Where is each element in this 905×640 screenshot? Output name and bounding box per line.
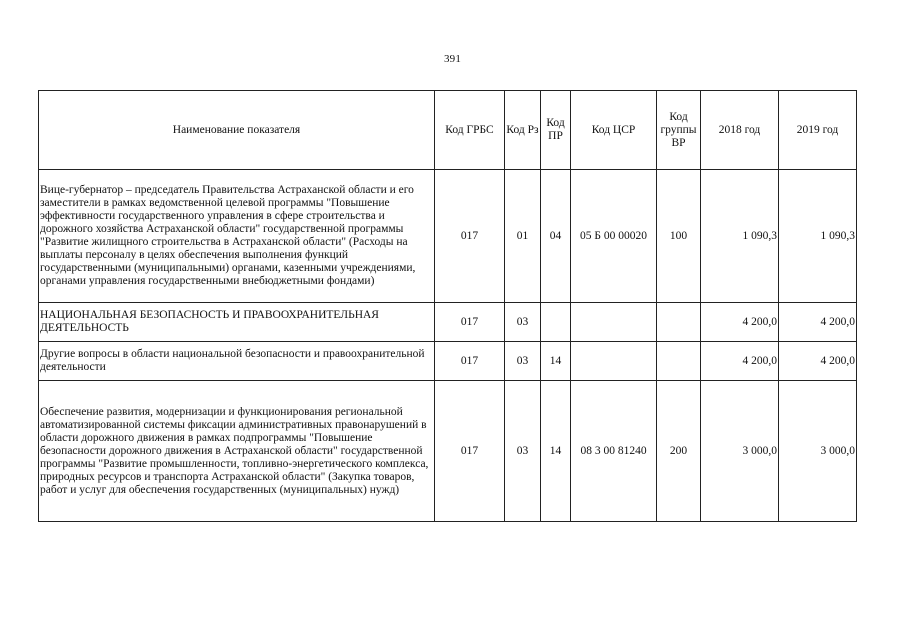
header-rz: Код Рз xyxy=(505,91,541,170)
row-rz: 03 xyxy=(505,342,541,381)
header-name: Наименование показателя xyxy=(39,91,435,170)
header-grbs: Код ГРБС xyxy=(435,91,505,170)
header-vr: Код группы ВР xyxy=(657,91,701,170)
header-2018: 2018 год xyxy=(701,91,779,170)
row-name: НАЦИОНАЛЬНАЯ БЕЗОПАСНОСТЬ И ПРАВООХРАНИТЕЛЬНАЯ ДЕЯТЕЛЬНОСТЬ xyxy=(39,303,435,342)
budget-table xyxy=(38,90,857,522)
row-name: Вице-губернатор – председатель Правительства Астраханской области и его заместители в рамках ведомственной целевой программы "Повышение эффективности государственного управления в сфере строительства и дорожного хозяйства Астраханской области" государственной программы "Развитие жилищного строительства в Астраханской области" (Расходы на выплаты персоналу в целях обеспечения выполнения функций государственными (муниципальными) органами, казенными учреждениями, органами управления государственными внебюджетными фондами) xyxy=(39,170,435,303)
row-2019: 4 200,0 xyxy=(779,303,857,342)
row-name: Другие вопросы в области национальной безопасности и правоохранительной деятельности xyxy=(39,342,435,381)
row-2019: 4 200,0 xyxy=(779,342,857,381)
row-2019: 3 000,0 xyxy=(779,381,857,522)
table-row xyxy=(39,381,857,522)
row-name: Обеспечение развития, модернизации и функционирования региональной автоматизированной системы фиксации административных правонарушений в области дорожного движения в рамках подпрограммы "Повышение безопасности дорожного движения в Астраханской области" государственной программы "Развитие промышленности, топливно-энергетического комплекса, природных ресурсов и транспорта Астраханской области" (Закупка товаров, работ и услуг для обеспечения государственных (муниципальных) нужд) xyxy=(39,381,435,522)
row-pr: 14 xyxy=(541,381,571,522)
row-csr xyxy=(571,303,657,342)
table-row xyxy=(39,303,857,342)
row-grbs: 017 xyxy=(435,342,505,381)
row-csr xyxy=(571,342,657,381)
header-row xyxy=(39,91,857,170)
row-2018: 3 000,0 xyxy=(701,381,779,522)
row-grbs: 017 xyxy=(435,170,505,303)
row-grbs: 017 xyxy=(435,381,505,522)
row-2018: 4 200,0 xyxy=(701,303,779,342)
row-csr: 05 Б 00 00020 xyxy=(571,170,657,303)
row-pr xyxy=(541,303,571,342)
row-2019: 1 090,3 xyxy=(779,170,857,303)
row-pr: 14 xyxy=(541,342,571,381)
row-vr xyxy=(657,303,701,342)
row-csr: 08 3 00 81240 xyxy=(571,381,657,522)
table-row xyxy=(39,170,857,303)
row-grbs: 017 xyxy=(435,303,505,342)
header-csr: Код ЦСР xyxy=(571,91,657,170)
row-2018: 1 090,3 xyxy=(701,170,779,303)
row-rz: 03 xyxy=(505,303,541,342)
row-vr: 200 xyxy=(657,381,701,522)
header-pr: Код ПР xyxy=(541,91,571,170)
row-vr: 100 xyxy=(657,170,701,303)
row-2018: 4 200,0 xyxy=(701,342,779,381)
table-row xyxy=(39,342,857,381)
row-vr xyxy=(657,342,701,381)
row-rz: 01 xyxy=(505,170,541,303)
page-number: 391 xyxy=(443,53,462,65)
row-rz: 03 xyxy=(505,381,541,522)
header-2019: 2019 год xyxy=(779,91,857,170)
row-pr: 04 xyxy=(541,170,571,303)
